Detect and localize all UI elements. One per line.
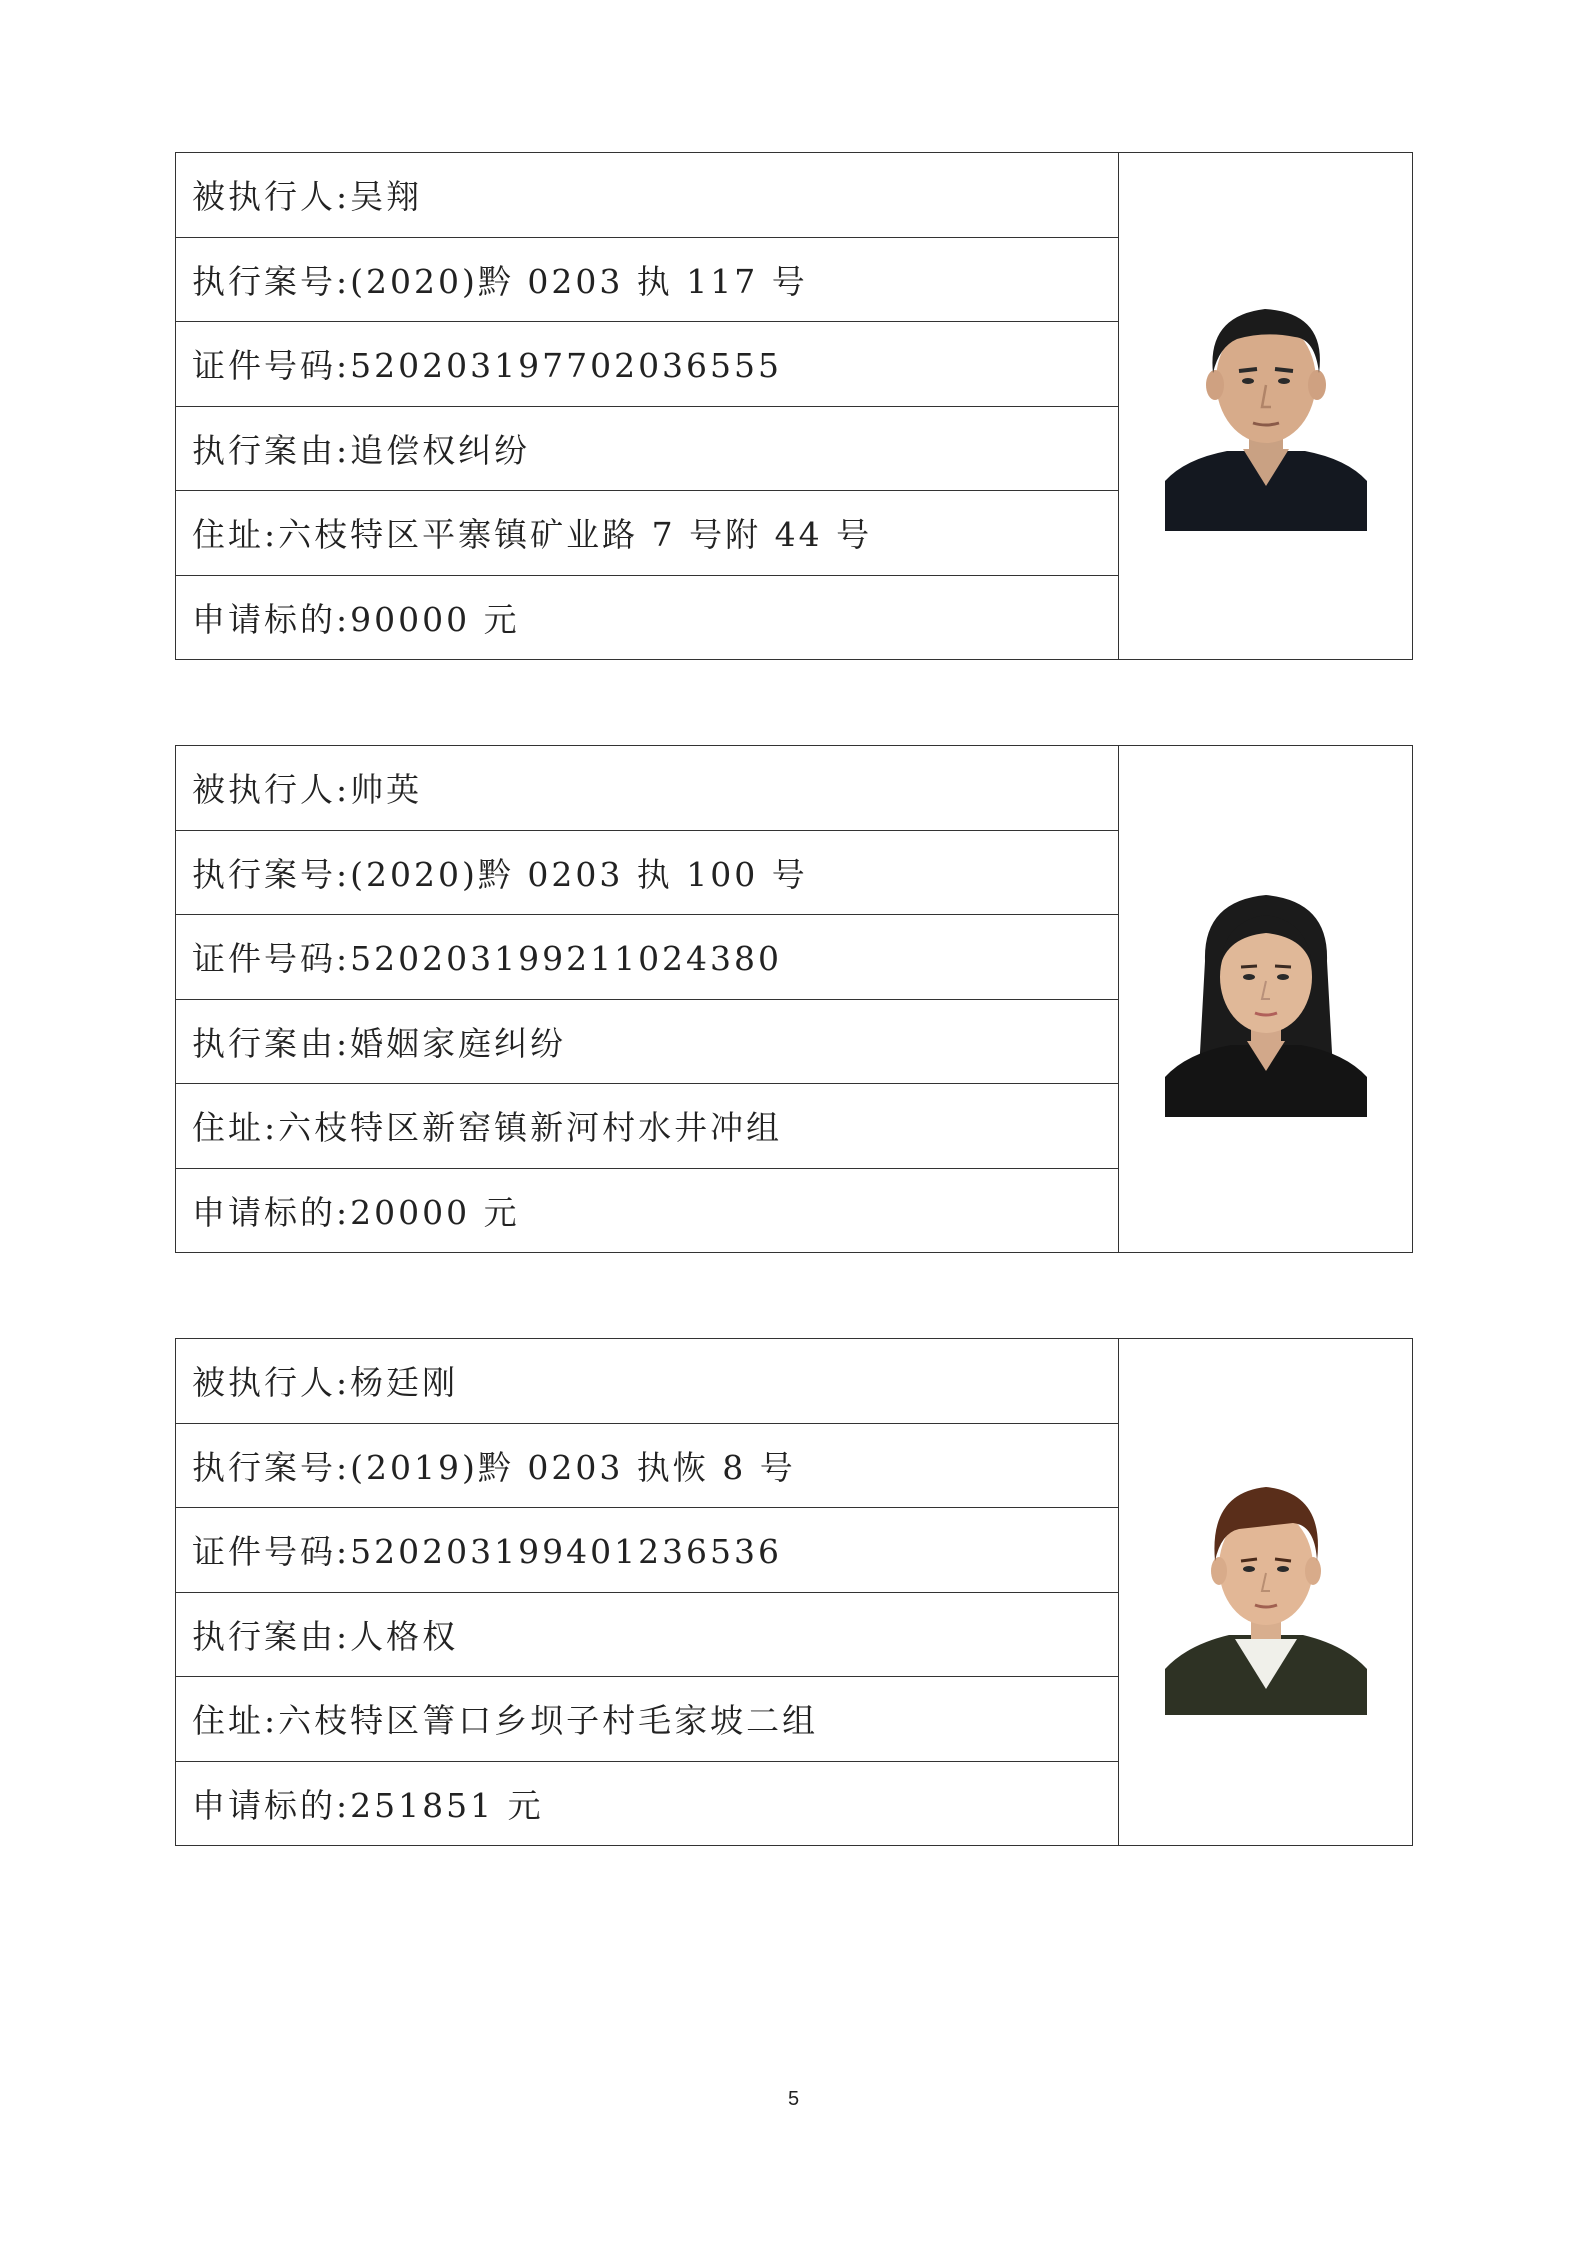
record-fields [176,153,1119,659]
photo-cell [1119,746,1412,1252]
field-address: 住址:六枝特区新窑镇新河村水井冲组 [176,1084,1118,1169]
person-photo-2 [1165,881,1367,1117]
field-case-number: 执行案号:(2020)黔 0203 执 117 号 [176,238,1118,323]
person-photo-3 [1165,1469,1367,1715]
field-id-number: 证件号码:520203199211024380 [176,915,1118,1000]
page-number: 5 [787,2088,800,2110]
field-case-cause: 执行案由:婚姻家庭纠纷 [176,1000,1118,1085]
field-case-number: 执行案号:(2020)黔 0203 执 100 号 [176,831,1118,916]
record-card-1 [175,152,1413,660]
field-address: 住址:六枝特区平寨镇矿业路 7 号附 44 号 [176,491,1118,576]
field-claim-amount: 申请标的:90000 元 [192,599,520,639]
field-debtor-name: 被执行人:吴翔 [176,153,1118,238]
field-case-number: 执行案号:(2019)黔 0203 执恢 8 号 [176,1424,1118,1509]
photo-cell [1119,1339,1412,1845]
record-fields [176,1339,1119,1845]
person-photo-1 [1165,281,1367,531]
field-case-cause: 执行案由:追偿权纠纷 [176,407,1118,492]
field-claim-amount: 申请标的:20000 元 [192,1192,520,1232]
record-card-3 [175,1338,1413,1846]
field-debtor-name: 被执行人:杨廷刚 [176,1339,1118,1424]
record-card-2 [175,745,1413,1253]
field-debtor-name: 被执行人:帅英 [176,746,1118,831]
field-case-cause: 执行案由:人格权 [176,1593,1118,1678]
field-id-number: 证件号码:520203199401236536 [176,1508,1118,1593]
photo-cell [1119,153,1412,659]
record-fields [176,746,1119,1252]
field-id-number: 证件号码:520203197702036555 [176,322,1118,407]
field-address: 住址:六枝特区箐口乡坝子村毛家坡二组 [176,1677,1118,1762]
field-claim-amount: 申请标的:251851 元 [192,1785,544,1825]
